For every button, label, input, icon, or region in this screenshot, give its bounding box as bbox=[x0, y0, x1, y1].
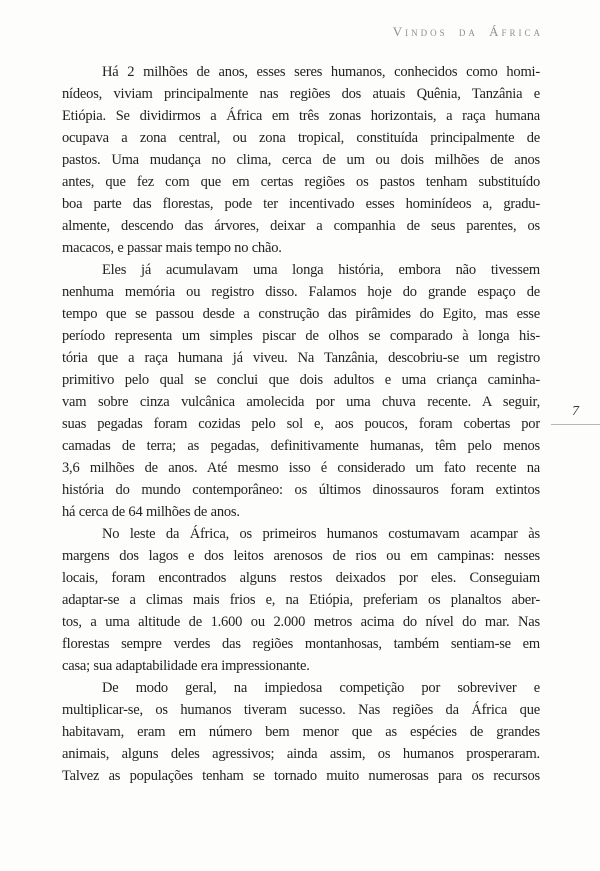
text-line: tos, a uma altitude de 1.600 ou 2.000 metros acima do nível do mar. Nas bbox=[62, 614, 540, 630]
body-text bbox=[62, 61, 540, 787]
paragraph bbox=[62, 523, 540, 677]
running-header: Vindos da África bbox=[392, 24, 543, 39]
text-line: almente, descendo das árvores, deixar a companhia de seus parentes, os bbox=[62, 218, 540, 234]
text-line: Etiópia. Se dividirmos a África em três zonas horizontais, a raça humana bbox=[62, 108, 540, 124]
text-line: antes, que fez com que em certas regiões os pastos tenham substituído bbox=[62, 174, 540, 190]
text-line: Talvez as populações tenham se tornado muito numerosas para os recursos bbox=[62, 768, 540, 784]
text-line: primitivo pelo qual se conclui que dois adultos e uma criança caminha- bbox=[62, 372, 540, 388]
text-line: adaptar-se a climas mais frios e, na Etiópia, preferiam os planaltos aber- bbox=[62, 592, 540, 608]
text-line: macacos, e passar mais tempo no chão. bbox=[62, 240, 282, 256]
text-line: No leste da África, os primeiros humanos costumavam acampar às bbox=[102, 526, 540, 542]
text-line: pastos. Uma mudança no clima, cerca de um ou dois milhões de anos bbox=[62, 152, 540, 168]
text-line: locais, foram encontrados alguns restos deixados por eles. Conseguiam bbox=[62, 570, 540, 586]
text-line: há cerca de 64 milhões de anos. bbox=[62, 504, 240, 520]
text-line: ocupava a zona central, ou zona tropical, constituída principalmente de bbox=[62, 130, 540, 146]
folio bbox=[551, 403, 600, 425]
paragraph bbox=[62, 677, 540, 787]
paragraph bbox=[62, 61, 540, 259]
text-line: nenhuma memória ou registro disso. Falamos hoje do grande espaço de bbox=[62, 284, 540, 300]
text-line: multiplicar-se, os humanos tiveram sucesso. Nas regiões da África que bbox=[62, 702, 540, 718]
text-line: Há 2 milhões de anos, esses seres humanos, conhecidos como homi- bbox=[102, 64, 540, 80]
text-line: história do mundo contemporâneo: os últimos dinossauros foram extintos bbox=[62, 482, 540, 498]
text-line: 3,6 milhões de anos. Até mesmo isso é considerado um fato recente na bbox=[62, 460, 540, 476]
text-line: margens dos lagos e dos leitos arenosos de rios ou em campinas: nesses bbox=[62, 548, 540, 564]
text-line: De modo geral, na impiedosa competição por sobreviver e bbox=[102, 680, 540, 696]
paragraph bbox=[62, 259, 540, 523]
text-line: tória que a raça humana já viveu. Na Tanzânia, descobriu-se um registro bbox=[62, 350, 540, 366]
text-line: habitavam, eram em número bem menor que as espécies de grandes bbox=[62, 724, 540, 740]
text-line: casa; sua adaptabilidade era impressionante. bbox=[62, 658, 310, 674]
text-line: Eles já acumulavam uma longa história, embora não tivessem bbox=[102, 262, 540, 278]
text-line: período representa um simples piscar de olhos se comparado à longa his- bbox=[62, 328, 540, 344]
text-line: camadas de terra; as pegadas, definitivamente humanas, têm pelo menos bbox=[62, 438, 540, 454]
page-number: 7 bbox=[572, 404, 579, 419]
text-line: tempo que se passou desde a construção das pirâmides do Egito, mas esse bbox=[62, 306, 540, 322]
text-line: vam sobre cinza vulcânica amolecida por uma chuva recente. A seguir, bbox=[62, 394, 540, 410]
text-line: boa parte das florestas, pode ter incentivado esses hominídeos a, gradu- bbox=[62, 196, 540, 212]
text-line: suas pegadas foram cozidas pelo sol e, aos poucos, foram cobertas por bbox=[62, 416, 540, 432]
text-line: florestas sempre verdes das regiões montanhosas, também sentiam-se em bbox=[62, 636, 540, 652]
text-line: nídeos, viviam principalmente nas regiões dos atuais Quênia, Tanzânia e bbox=[62, 86, 540, 102]
text-line: animais, alguns deles agressivos; ainda assim, os humanos prosperaram. bbox=[62, 746, 540, 762]
